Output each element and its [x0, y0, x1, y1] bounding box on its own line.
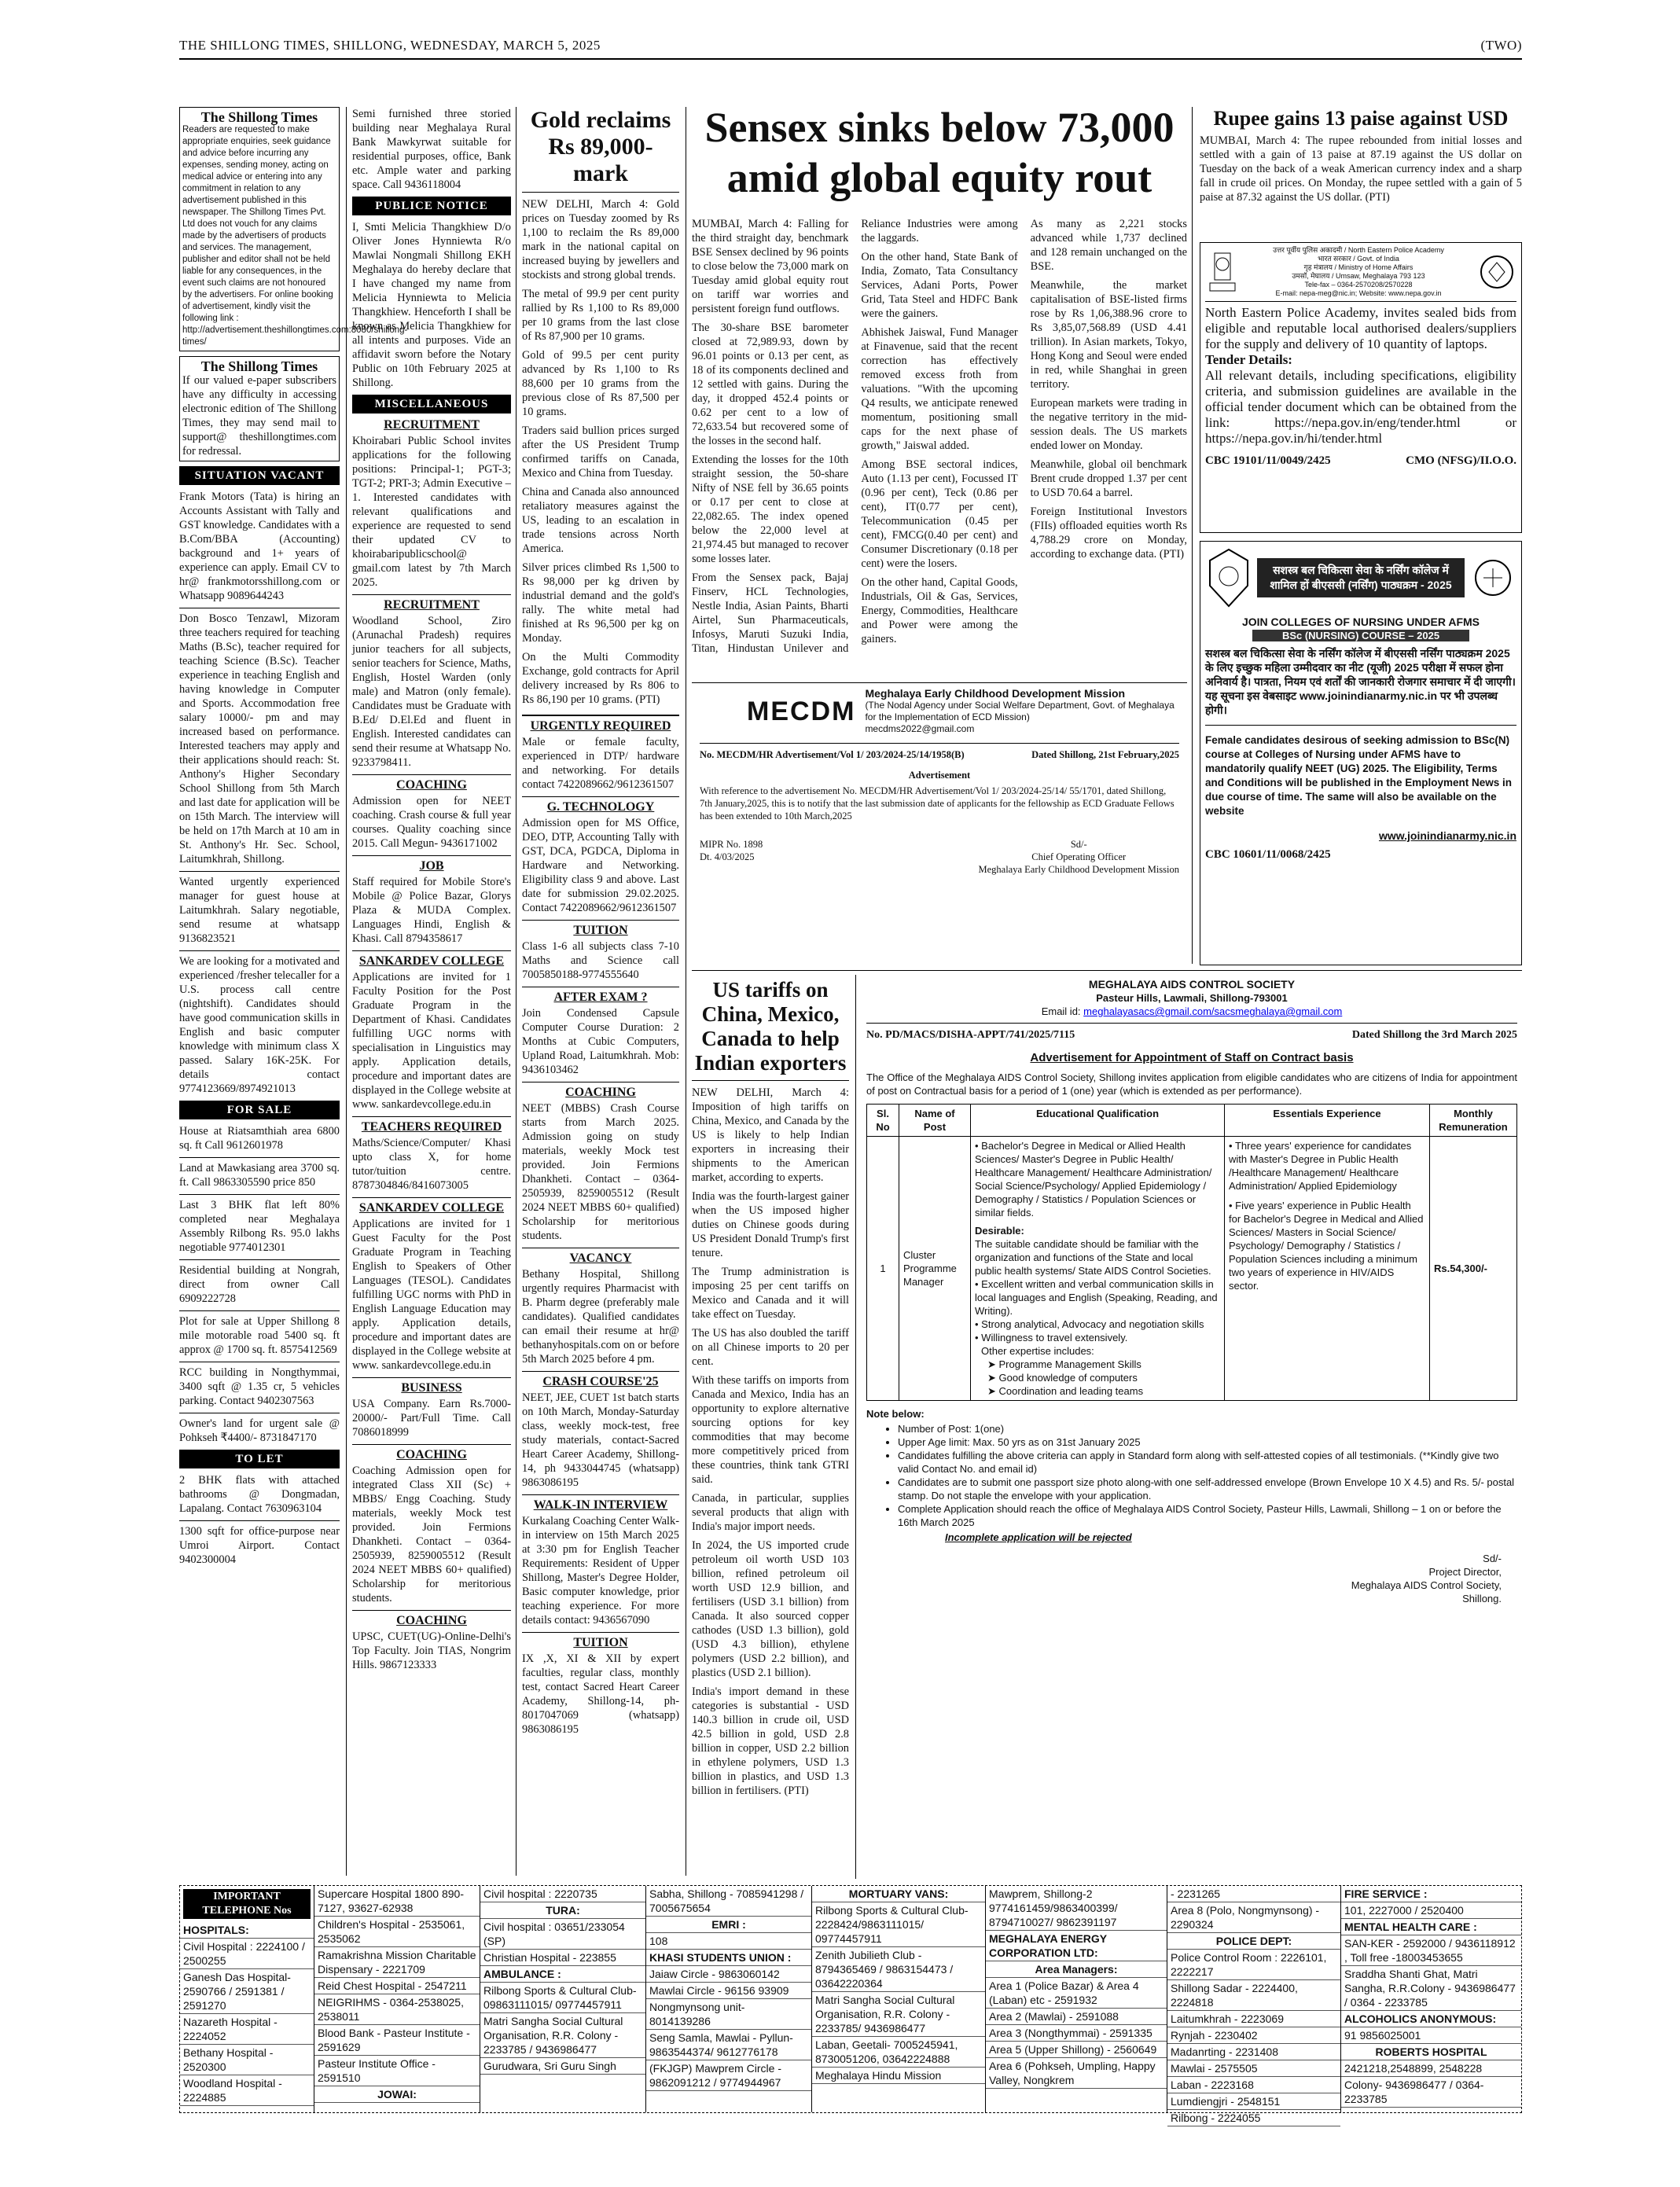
sensex-paragraph: As many as 2,221 stocks advanced while 1,737 declined and 128 remain unchanged on the BSE. [1030, 218, 1187, 273]
army-crest-icon [1469, 546, 1516, 609]
disclaimer-box [179, 107, 408, 351]
nepa-body: North Eastern Police Academy, invites sealed bids from eligible and reputable local authorised dealers/suppliers for the supply and delivery of 10 quantity of laptops. [1205, 305, 1516, 351]
misc-ad: AFTER EXAM ? Join Condensed Capsule Computer Course Duration: 2 Months at Cubic Computers, Upland Road, Laitumkhrah. Mob: 9436103462 [522, 991, 679, 1076]
sensex-paragraph: From the Sensex pack, Bajaj Finserv, HCL Technologies, Nestle India, Asian Paints, Bharti Airtel, Sun Pharmaceuticals, Infosys, Maruti Suzuki India, Titan, Hindustan Unilever and Reliance Industries were among the laggards. [692, 218, 1018, 655]
classified-ad: We are looking for a motivated and experienced /fresher telecaller for a U.S. process call centre (nightshift). Candidates should have good communication skills in English and basic computer knowledge with minimum class X passed. Salary 16K-25K. For details contact 9774123669/8974921013 [179, 955, 340, 1095]
mecdm-mipr: MIPR No. 1898 [700, 839, 763, 850]
afms-crest-icon [1205, 546, 1252, 609]
classified-ad: House at Riatsamthiah area 6800 sq. ft Call 9612601978 [179, 1125, 340, 1152]
classified-ad: Owner's land for urgent sale @ Pohkseh ₹4400/- 8731847170 [179, 1417, 340, 1444]
classified-ad: Wanted urgently experienced manager for guest house at Laitumkhrah. Salary negotiable, send resume at whatsapp 9136823521 [179, 876, 340, 945]
footer-col-4: Sabha, Shillong - 7085941298 / 7005675654 EMRI : 108 KHASI STUDENTS UNION : Jaiaw Circle - 9863060142 Mawlai Circle - 96156 93909 Nongmynsong unit- 8014139286 Seng Samla, Mawlai - Pyllun-9863544374/ 9612776178 (FKJGP) Mawprem Circle - 9862091212 / 9774944967 [646, 1886, 812, 2112]
sensex-paragraph: Foreign Institutional Investors (FIIs) offloaded equities worth Rs 4,788.29 crore on Monday, according to exchange data. (PTI) [1030, 505, 1187, 561]
sensex-paragraph: On the other hand, State Bank of India, Zomato, Tata Consultancy Services, Adani Ports, Power Grid, Tata Steel and HDFC Bank were the gainers. [861, 251, 1018, 320]
afms-english-title: JOIN COLLEGES OF NURSING UNDER AFMS [1241, 616, 1480, 628]
emblem-icon [1205, 248, 1240, 296]
mecdm-ad: MECDM Meghalaya Early Childhood Development Mission (The Nodal Agency under Social Welfare Department, Govt. of Meghalaya for the Implementation of ECD Mission) mecdms2022@gmail.com No. MECDM/HR Advertisement/Vol 1/ 203/2024-25/14/1958(B) Dated Shillong, 21st February,2025 Advertisement With reference to the advertisement No. MECDM/HR Advertisement/Vol 1/ 203/2024-25/14/ 55/1701, dated Shillong, 7th January,2025, this is to notify that the last submission date of applicants for the fellowship as ECD Graduate Fellows has been extended to 10th March,2025 MIPR No. 1898 Dt. 4/03/2025 Sd/- Chief Operating Officer Meghalaya Early Childhood Development Mission [692, 682, 1187, 961]
footer-col-5: MORTUARY VANS: Rilbong Sports & Cultural Club-2228424/9863111015/ 09774457911 Zenith Jubilieth Club - 8794365469 / 9863154473 / 03642220364 Matri Sangha Social Cultural Organisation, R.R. Colony - 2233785/ 9436986477 Laban, Geetali- 7005245941, 8730051206, 03642224888 Meghalaya Hindu Mission [812, 1886, 986, 2112]
epaper-title: The Shillong Times [200, 358, 318, 374]
footer-col-1: IMPORTANT TELEPHONE Nos HOSPITALS: Civil Hospital : 2224100 / 2500255 Ganesh Das Hospital- 2590766 / 2591381 / 2591270 Nazareth Hospital - 2224052 Bethany Hospital - 2520300 Woodland Hospital - 2224885 [180, 1886, 314, 2112]
footer-col-2: Supercare Hospital 1800 890-7127, 93627-62938 Children's Hospital - 2535061, 2535062 Ramakrishna Mission Charitable Dispensary - 2221709 Reid Chest Hospital - 2547211 NEIGRIHMS - 0364-2538025, 2538011 Blood Bank - Pasteur Institute - 2591629 Pasteur Institute Office - 2591510 JOWAI: [314, 1886, 480, 2112]
rupee-text: MUMBAI, March 4: The rupee rebounded from initial losses and settled with a gain of 13 paise at 87.19 against the US dollar on Tuesday on the back of a weak American currency index and a sharp fall in crude oil prices. On Monday, the rupee settled with a gain of 5 paise at 87.32 against the US dollar. (PTI) [1200, 134, 1522, 204]
sensex-paragraph: European markets were trading in the negative territory in the mid-session deals. The US markets ended lower on Monday. [1030, 397, 1187, 452]
afms-nursing-ad [1200, 541, 1522, 965]
page-number: (TWO) [1480, 38, 1522, 53]
aids-org: MEGHALAYA AIDS CONTROL SOCIETY [1088, 978, 1296, 991]
column-3 [522, 107, 679, 1876]
misc-ad: RECRUITMENT Khoirabari Public School invites applications for the following positions: Principal-1; PGT-3; TGT-2; PRT-3; Admin Executive – 1. Interested candidates with relevant qualifications and experience are requested to send their updated CV to khoirabaripublicschool@ gmail.com latest by 7th March 2025. [352, 418, 511, 589]
sensex-body [692, 217, 1187, 657]
sensex-paragraph: On the other hand, Capital Goods, Industrials, Oil & Gas, Services, Energy, Commodities, Healthcare and Power were among the gainers. [861, 576, 1018, 645]
afms-english-body: Female candidates desirous of seeking admission to BSc(N) course at Colleges of Nursing under AFMS have to mandatorily qualify NEET (UG) 2025. The Eligibility, Terms and Conditions will be published in the Employment News in due course of time. The same will also be available on the website [1205, 734, 1513, 817]
afms-course: BSc (NURSING) COURSE – 2025 [1252, 630, 1469, 641]
sensex-paragraph: The 30-share BSE barometer closed at 72,989.93, down by 96.01 points or 0.13 per cent, as 18 of its components declined and 12 settled with gains. During the day, it dropped 452.4 points or 0.62 per cent to a low of 72,633.54 but recovered some of the losses in the second half. [692, 322, 849, 447]
aids-note-heading: Note below: [866, 1408, 925, 1420]
gold-paragraph: The metal of 99.9 per cent purity rallied by Rs 1,100 to Rs 89,000 per 10 grams from the last close of Rs 87,900 per 10 grams. [522, 288, 679, 343]
misc-ad: G. TECHNOLOGY Admission open for MS Office, DEO, DTP, Accounting Tally with GST, DCA, PGDCA, Diploma in Hardware and Networking. Eligibility class 9 and above. Last date for submission 29.02.2025. Contact 7422089662/9612361507 [522, 800, 679, 914]
misc-ad: BUSINESS USA Company. Earn Rs.7000-20000/- Part/Full Time. Call 7086018999 [352, 1381, 511, 1439]
classified-ad: 2 BHK flats with attached bathrooms @ Dongmadan, Lapalang. Contact 7630963104 [179, 1474, 340, 1515]
classified-ad: Land at Mawkasiang area 3700 sq. ft. Call 9863305590 price 850 [179, 1162, 340, 1189]
classified-ad: 1300 sqft for office-purpose near Umroi Airport. Contact 9402300004 [179, 1525, 340, 1566]
afms-website: www.joinindianarmy.nic.in [1378, 829, 1516, 842]
aids-posts-table [866, 1104, 1517, 1401]
nepa-letterhead: उत्तर पूर्वीय पुलिस अकादमी / North Eastern Police Academy भारत सरकार / Govt. of India गृह मंत्रालय / Ministry of Home Affairs उमसॉ, मेघालय / Umsaw, Meghalaya 793 123 Tele-fax – 0364-2570208/2570228 E-mail: nepa-meg@nic.in; Website: www.nepa.gov.in [1273, 246, 1444, 297]
tariff-paragraph: The Trump administration is imposing 25 per cent tariffs on Mexico and Canada and it will take effect on Tuesday. [692, 1266, 849, 1321]
sensex-paragraph: Abhishek Jaiswal, Fund Manager at Finavenue, said that the recent correction has effectively removed excess froth from valuations. "With the upcoming Q4 results, we anticipate renewed momentum, positioning small caps for the next phase of growth," Jaiswal added. [861, 326, 1018, 452]
tariff-article [692, 978, 849, 1878]
rupee-article [1200, 107, 1522, 233]
misc-ad: SANKARDEV COLLEGE Applications are invited for 1 Guest Faculty for the Post Graduate Program in Teaching English to Speakers of Other Languages (TESOL). Candidates fulfilling UGC norms with PhD in English Language Education may apply. Application details, procedure and important dates are displayed in the College website at www. sankardevcollege.edu.in [352, 1201, 511, 1372]
classified-ad: Semi furnished three storied building near Meghalaya Rural Bank Mawkyrwat suitable for residential purposes, office, Bank etc. Ample water and parking space. Call 9436118004 [352, 108, 511, 191]
afms-hindi-body: सशस्त्र बल चिकित्सा सेवा के नर्सिंग कॉलेज में बीएससी नर्सिंग पाठ्यक्रम 2025 के लिए इच्छुक महिला उम्मीदवार का नीट (यूजी) 2025 परीक्षा में सफल होना अनिवार्य है। पात्रता, नियम एवं शर्तों की जानकारी रोजगार समाचार में दी जाएगी। यह सूचना इस वेबसाइट www.joinindianarmy.nic.in पर भी उपलब्ध होगी। [1205, 647, 1516, 716]
disclaimer-text: Readers are requested to make appropriate enquiries, seek guidance and advice before incurring any expenses, sending money, acting on medical advice or entering into any commitment in relation to any advertisement published in this newspaper. The Shillong Times Pvt. Ltd does not vouch for any claims made by the advertisers of products and services. The management, publisher and editor shall not be held liable for any consequences, in the event such claims are not honoured by the advertisers. For online booking of advertisement, kindly visit the following link : http://advertisement.theshillongtimes.com:8080/shillong-times/ [182, 125, 408, 347]
aids-address: Pasteur Hills, Lawmali, Shillong-793001 [1096, 992, 1288, 1004]
nepa-logo-icon [1477, 248, 1516, 296]
aids-title: Advertisement for Appointment of Staff on Contract basis [1030, 1051, 1354, 1064]
disclaimer-title: The Shillong Times [200, 109, 318, 125]
tariff-headline: US tariffs on China, Mexico, Canada to help Indian exporters [694, 978, 847, 1075]
nepa-tender-heading: Tender Details: [1205, 352, 1292, 367]
misc-ad: TUITION IX ,X, XI & XII by expert faculties, regular class, monthly test, contact Sacred Heart Career Academy, Shillong-14, ph-8017047069 (whatsapp) 9863086195 [522, 1636, 679, 1736]
sensex-headline: Sensex sinks below 73,000 amid global equity rout [704, 104, 1175, 201]
public-notice-text: I, Smti Melicia Thangkhiew D/o Oliver Jones Hynniewta R/o Mawlai Nongmali Shillong EKH Meghalaya do hereby declare that I have changed my name from Melicia Hynniewta to Melicia Thangkhiew. Henceforth I shall be known as Melicia Thangkhiew for all intents and purposes. Vide an affidavit sworn before the Notary Public on 10th February 2025 at Shillong. [352, 221, 511, 389]
classified-ad: Residential building at Nongrah, direct from owner Call 6909222728 [179, 1264, 340, 1305]
classified-ad: Plot for sale at Upper Shillong 8 mile motorable road 5400 sq. ft approx @ 1700 sq. ft. 8575412569 [179, 1315, 340, 1356]
misc-ad: TUITION Class 1-6 all subjects class 7-10 Maths and Science call 7005850188-9774555640 [522, 924, 679, 981]
rupee-headline: Rupee gains 13 paise against USD [1213, 107, 1509, 130]
tariff-paragraph: NEW DELHI, March 4: Imposition of high tariffs on China, Mexico, and Canada by the US is likely to help Indian exporters in increasing their shipments to the American market, according to experts. [692, 1086, 849, 1184]
classified-ad: RCC building in Nongthymmai, 3400 sqft @ 1.35 cr, 5 vehicles parking. Contact 9402307563 [179, 1366, 340, 1407]
footer-col-7: - 2231265 Area 8 (Polo, Nongmynsong) - 2290324 POLICE DEPT: Police Control Room : 2226101, 2222217 Shillong Sadar - 2224400, 2224818 Laitumkhrah - 2223069 Rynjah - 2230402 Madanrting - 2231408 Mawlai - 2575505 Laban - 2223168 Lumdiengjri - 2548151 Rilbong - 2224055 [1167, 1886, 1341, 2112]
misc-ad: COACHING UPSC, CUET(UG)-Online-Delhi's Top Faculty. Join TIAS, Nongrim Hills. 9867123333 [352, 1614, 511, 1671]
education-cell: • Bachelor's Degree in Medical or Allied Health Sciences/ Master's Degree in Public Health/ Healthcare Management/ Healthcare Administration/ Social Science/Psychology/ Applied Epidemiology / Demography / Statistics / Population Sciences or similar fields. Desirable: The suitable candidate should be familiar with the organization and functions of the State and local public health systems/ State AIDS Control Societies. • Excellent written and verbal communication skills in local languages and English (Speaking, Reading, and Writing). • Strong analytical, Advocacy and negotiation skills • Willingness to travel extensively. Other expertise includes: ➤ Programme Management Skills ➤ Good knowledge of computers ➤ Coordination and leading teams [971, 1137, 1225, 1401]
misc-ad: TEACHERS REQUIRED Maths/Science/Computer/ Khasi upto class X, for home tutor/tuition centre. 8787304846/8416073005 [352, 1120, 511, 1192]
aids-email-link[interactable]: meghalayasacs@gmail.com/sacsmeghalaya@gmail.com [1083, 1005, 1343, 1017]
aids-incomplete: Incomplete application will be rejected [945, 1531, 1132, 1543]
classified-ad: Last 3 BHK flat left 80% completed near Meghalaya Assembly Rilbong Rs. 95.0 lakhs negotiable 9774012301 [179, 1199, 340, 1254]
tariff-paragraph: India was the fourth-largest gainer when the US imposed higher duties on Chinese goods during US President Donald Trump's first tenure. [692, 1190, 849, 1259]
gold-paragraph: Traders said bullion prices surged after the US President Trump confirmed tariffs on Canada, Mexico and China from Tuesday. [522, 425, 679, 480]
sensex-paragraph: Extending the losses for the 10th straight session, the 50-share Nifty of NSE fell by 36.65 points or 0.17 per cent to close at 22,082.65. The index opened below the 22,000 level at 21,974.45 but managed to recover some losses later. [692, 454, 849, 565]
afms-ref: CBC 10601/11/0068/2425 [1205, 848, 1331, 861]
footer-col-6: Mawprem, Shillong-2 9774161459/9863400399/ 8794710027/ 9862391197 MEGHALAYA ENERGY CORPORATION LTD: Area Managers: Area 1 (Police Bazar) & Area 4 (Laban) etc - 2591932 Area 2 (Mawlai) - 2591088 Area 3 (Nongthymmai) - 2591335 Area 5 (Upper Shillong) - 2560649 Area 6 (Pohkseh, Umpling, Happy Valley, Nongkrem [986, 1886, 1167, 2112]
nepa-tender-body: All relevant details, including specifications, eligibility criteria, and submission guidelines are available in the official tender document which can be obtained from the link: https://nepa.gov.in/eng/tender.html or https://nepa.gov.in/hi/tender.html [1205, 368, 1516, 446]
mecdm-body: With reference to the advertisement No. MECDM/HR Advertisement/Vol 1/ 203/2024-25/14/ 55/1701, dated Shillong, 7th January,2025, this is to notify that the last submission date of applicants for the fellowship as ECD Graduate Fellows has been extended to 10th March,2025 [700, 785, 1175, 822]
sensex-paragraph: MUMBAI, March 4: Falling for the third straight day, benchmark BSE Sensex declined by 96 points to close below the 73,000 mark on Tuesday amid global equity rout on tariff war worries and persistent foreign fund outflows. [692, 218, 849, 315]
misc-ad: JOB Staff required for Mobile Store's Mobile @ Police Bazar, Glorys Plaza & MUDA Complex. Languages Hindi, English & Khasi. Call 8794358617 [352, 859, 511, 945]
telephone-directory [179, 1885, 1522, 2124]
sensex-paragraph: Meanwhile, global oil benchmark Brent crude dropped 1.37 per cent to USD 70.64 a barrel. [1030, 458, 1187, 499]
misc-ad: CRASH COURSE'25 NEET, JEE, CUET 1st batch starts on 10th March, Monday-Saturday class, weekly mock-test, free study materials, contact-Sacred Heart Career Academy, Shillong-14, ph 9433044745 (whatsapp) 9863086195 [522, 1375, 679, 1489]
mecdm-logo: MECDM [747, 697, 856, 726]
misc-ad: COACHING Admission open for NEET coaching. Crash course & full year courses. Quality coaching since 2015. Call Megun- 9436171002 [352, 778, 511, 850]
aids-ref: No. PD/MACS/DISHA-APPT/741/2025/7115 [866, 1029, 1075, 1041]
mecdm-ref: No. MECDM/HR Advertisement/Vol 1/ 203/2024-25/14/1958(B) [700, 749, 965, 760]
mecdm-date: Dated Shillong, 21st February,2025 [1031, 749, 1179, 760]
telephone-title: IMPORTANT TELEPHONE Nos [183, 1889, 311, 1919]
misc-ad: COACHING NEET (MBBS) Crash Course starts from March 2025. Admission going on study materials, weekly Mock test provided. Join Fermions Dhankheti. Contact – 0364-2505939, 8259005512 (Result 2024 NEET MBBS 60+ qualified) Scholarship for meritorious students. [522, 1086, 679, 1242]
aids-notes: • Number of Post: 1(one) • Upper Age limit: Max. 50 yrs as on 31st January 2025 • Candidates fulfilling the above criteria can apply in Standard form along with self-attested copies of all testimonials. (**Kindly give two valid Contact No. and email id) • Candidates are to submit one passport size photo along-with one self-addressed envelope (Brown Envelope 10 X 4.5) and Rs. 5/- postal stamp. Do not staple the envelope with your application. • Complete Application should reach the office of Meghalaya AIDS Control Society, Pasteur Hills, Lawmali, Shillong – 1 on or before the 16th March 2025 [866, 1422, 1517, 1529]
miscellaneous-header: MISCELLANEOUS [352, 395, 511, 414]
gold-paragraph: China and Canada also announced retaliatory measures against the US, leading to an escalation in trade tensions across North America. [522, 486, 679, 555]
classified-ad: Don Bosco Tenzawl, Mizoram three teachers required for teaching Maths (B.Sc), teacher required for teaching Science (B.Sc). Teacher experience in teaching English and having knowledge in Computer and Sports. Accommodation free salary 10000/- pm and may increased based on performance. Interested teachers may apply and their applications should reach: St. Anthony's Higher Secondary School Shillong from 5th March and last date for application will be on 15th March. The interview will be held on 17th March at 10 am in St. Anthony's Hr. Sec. School, Laitumkhrah, Shillong. [179, 612, 340, 866]
page-header [179, 31, 1522, 60]
tariff-paragraph: The US has also doubled the tariff on all Chinese imports to 20 per cent. [692, 1327, 849, 1368]
masthead-line: THE SHILLONG TIMES, SHILLONG, WEDNESDAY, MARCH 5, 2025 [179, 38, 601, 53]
nepa-signatory: CMO (NFSG)/II.O.O. [1406, 454, 1516, 467]
nepa-ref: CBC 19101/11/0049/2425 [1205, 454, 1331, 467]
sensex-paragraph: Among BSE sectoral indices, Auto (1.13 per cent), Focussed IT (0.96 per cent), Teck (0.86 per cent), IT(0.77 per cent), Telecommunication (0.45 per cent), FMCG(0.40 per cent) and Consumer Discretionary (0.18 per cent) were the losers. [861, 458, 1018, 570]
column-2 [352, 107, 511, 1876]
table-row: 1 Cluster Programme Manager • Bachelor's Degree in Medical or Allied Health Sciences/ Master's Degree in Public Health/ Healthcare Management/ Healthcare Administration/ Social Science/Psychology/ Applied Epidemiology / Demography / Statistics / Population Sciences or similar fields. Desirable: The suitable candidate should be familiar with the organization and functions of the State and local public health systems/ State AIDS Control Societies. • Excellent written and verbal communication skills in local languages and English (Speaking, Reading, and Writing). • Strong analytical, Advocacy and negotiation skills • Willingness to travel extensively. Other expertise includes: ➤ Programme Management Skills ➤ Good knowledge of computers ➤ Coordination and leading teams • Three years' experience for candidates with Master's Degree in Public Health /Healthcare Management/ Healthcare Administration/ Applied Epidemiology • Five years' experience in Public Health for Bachelor's Degree in Medical and Allied Sciences/ Masters in Social Science/ Psychology/ Demography / Statistics / Population Sciences including a minimum two years of experience in HIV/AIDS sector. Rs.54,300/- [867, 1137, 1517, 1401]
mecdm-email: mecdms2022@gmail.com [865, 723, 975, 734]
tariff-paragraph: In 2024, the US imported crude petroleum oil worth USD 103 billion, refined petroleum oil worth USD 12.9 billion, and fertilisers (USD 3.1 billion) from Canada. It also sourced copper cathodes (USD 1.3 billion), gold (USD 4.3 billion), ethylene polymers (USD 2.2 billion), and plastics (USD 2.1 billion). [692, 1539, 849, 1679]
mecdm-sign: Sd/- [1070, 839, 1087, 850]
tariff-paragraph: With these tariffs on imports from Canada and Mexico, India has an opportunity to explore alternative sourcing options for key commodities that may become more competitively priced from these countries, think tank GTRI said. [692, 1374, 849, 1486]
experience-cell: • Three years' experience for candidates with Master's Degree in Public Health /Healthcare Management/ Healthcare Administration/ Applied Epidemiology • Five years' experience in Public Health for Bachelor's Degree in Medical and Allied Sciences/ Masters in Social Science/ Psychology/ Demography / Statistics / Population Sciences including a minimum two years of experience in HIV/AIDS sector. [1225, 1137, 1430, 1401]
misc-ad: COACHING Coaching Admission open for integrated Class XII (Sc) + MBBS/ Engg Coaching. Study materials, weekly Mock test provided. Join Fermions Dhankheti. Contact – 0364-2505939, 8259005512 (Result 2024 NEET MBBS 60+ qualified) Scholarship for meritorious students. [352, 1448, 511, 1604]
aids-signature: Sd/- Project Director, Meghalaya AIDS Control Society, Shillong. [1351, 1553, 1502, 1604]
aids-intro: The Office of the Meghalaya AIDS Control Society, Shillong invites application from eligible candidates who are citizens of India for appointment of post on Contractual basis for a period of 1 (one) year (which is extended as per performance). [866, 1071, 1517, 1097]
tariff-paragraph: India's import demand in these categories is substantial - USD 140.3 billion in crude oil, USD 42.5 billion in gold, USD 2.8 billion in copper, USD 2.2 billion in ethylene polymers, USD 1.3 billion in plastics, and USD 1.3 billion in fertilisers. (PTI) [692, 1685, 849, 1797]
situation-vacant-header: SITUATION VACANT [179, 466, 340, 485]
aids-date: Dated Shillong the 3rd March 2025 [1351, 1029, 1517, 1041]
misc-ad: VACANCY Bethany Hospital, Shillong urgently requires Pharmacist with B. Pharm degree (preferably male candidates). Qualified candidates can email their resume at hr@ bethanyhospitals.com on or before 5th March 2025 before 4 pm. [522, 1252, 679, 1365]
mecdm-sub: (The Nodal Agency under Social Welfare Department, Govt. of Meghalaya for the Implementation of ECD Mission) [865, 700, 1175, 722]
misc-ad: URGENTLY REQUIRED Male or female faculty, experienced in DTP/ hardware and networking. For details contact 7422089662/9612361507 [522, 719, 679, 791]
nepa-tender-ad [1200, 242, 1522, 533]
mecdm-org: Meghalaya Early Childhood Development Mission [865, 687, 1126, 700]
mecdm-dt: Dt. 4/03/2025 [700, 851, 755, 862]
aids-control-ad [862, 978, 1522, 1878]
public-notice-header: PUBLICE NOTICE [352, 197, 511, 215]
misc-ad: WALK-IN INTERVIEW Kurkalang Coaching Center Walk-in interview on 15th March 2025 at 3:30 pm for English Teacher Requirements: Resident of Upper Shillong, Master's Degree Holder, Basic computer knowledge, prior teaching experience. For more details contact: 9436567090 [522, 1498, 679, 1626]
sensex-article [692, 102, 1187, 676]
gold-paragraph: Gold of 99.5 per cent purity advanced by Rs 1,100 to Rs 88,600 per 10 grams from the previous close of Rs 87,500 per 10 grams. [522, 349, 679, 418]
gold-paragraph: Silver prices climbed Rs 1,500 to Rs 98,000 per kg driven by industrial demand and the gold's rally. The white metal had finished at Rs 96,500 per kg on Monday. [522, 561, 679, 645]
epaper-box [179, 356, 340, 461]
gold-headline: Gold reclaims Rs 89,000-mark [530, 107, 671, 186]
footer-col-8: FIRE SERVICE : 101, 2227000 / 2520400 MENTAL HEALTH CARE : SAN-KER - 2592000 / 9436118912 , Toll free -18003453655 Sraddha Shanti Ghat, Matri Sangha, R.R.Colony - 9436986477 / 0364 - 2233785 ALCOHOLICS ANONYMOUS: 91 9856025001 ROBERTS HOSPITAL 2421218,2548899, 2548228 Colony- 9436986477 / 0364- 2233785 [1341, 1886, 1521, 2112]
mecdm-title: Advertisement [908, 770, 971, 781]
footer-col-3: Civil hospital : 2220735 TURA: Civil hospital : 03651/233054 (SP) Christian Hospital - 223855 AMBULANCE : Rilbong Sports & Cultural Club-09863111015/ 09774457911 Matri Sangha Social Cultural Organisation, R.R. Colony - 2233785 / 9436986477 Gurudwara, Sri Guru Singh [480, 1886, 646, 2112]
column-1 [179, 107, 408, 1876]
epaper-text: If our valued e-paper subscribers have any difficulty in accessing electronic edition of The Shillong Times, they may send mail to support@ theshillongtimes.com for redressal. [182, 374, 336, 458]
classified-ad: Frank Motors (Tata) is hiring an Accounts Assistant with Tally and GST knowledge. Candidates with a B.Com/BBA (Accounting) background and 1+ years of experience can apply. Email CV to hr@ frankmotorsshillong.com or Whatsapp 9089644243 [179, 491, 340, 602]
afms-hindi-title: सशस्त्र बल चिकित्सा सेवा के नर्सिंग कॉलेज में शामिल हों बीएससी (नर्सिंग) पाठ्यक्रम - 2025 [1257, 558, 1465, 597]
misc-ad: SANKARDEV COLLEGE Applications are invited for 1 Faculty Position for the Post Graduate Program in the Department of Khasi. Candidates fulfilling UGC norms with specialisation in Linguistics may apply. Application details, procedure and important dates are displayed in the College website at www. sankardevcollege.edu.in [352, 954, 511, 1111]
tariff-paragraph: Canada, in particular, supplies several products that align with India's major import needs. [692, 1492, 849, 1533]
gold-paragraph: On the Multi Commodity Exchange, gold contracts for April delivery increased by Rs 806 to Rs 86,190 per 10 grams. (PTI) [522, 651, 679, 706]
misc-ad: RECRUITMENT Woodland School, Ziro (Arunachal Pradesh) requires junior teachers for all subjects, senior teachers for Science, Maths, English, Hostel Warden (only male) and Matron (only female). Candidates must be Graduate with B.Ed/ D.El.Ed and fluent in English. Interested candidates can send their resume at Whatsapp No. 9233798411. [352, 598, 511, 769]
table-header-row: Sl. No Name of Post Educational Qualification Essentials Experience Monthly Remuneration [867, 1105, 1517, 1137]
sensex-paragraph: Meanwhile, the market capitalisation of BSE-listed firms rose by Rs 1,06,388.96 crore to Rs 3,85,07,568.89 (USD 4.41 trillion). In Asian markets, Tokyo, Hong Kong and Seoul were ended in red, while Shanghai in green territory. [1030, 279, 1187, 391]
for-sale-header: FOR SALE [179, 1101, 340, 1119]
gold-paragraph: NEW DELHI, March 4: Gold prices on Tuesday zoomed by Rs 1,100 to reclaim the Rs 89,000 mark in the national capital on increased buying by jewellers and stockists and strong global trends. [522, 198, 679, 281]
to-let-header: TO LET [179, 1450, 340, 1468]
aids-email-label: Email id: [1041, 1005, 1081, 1017]
